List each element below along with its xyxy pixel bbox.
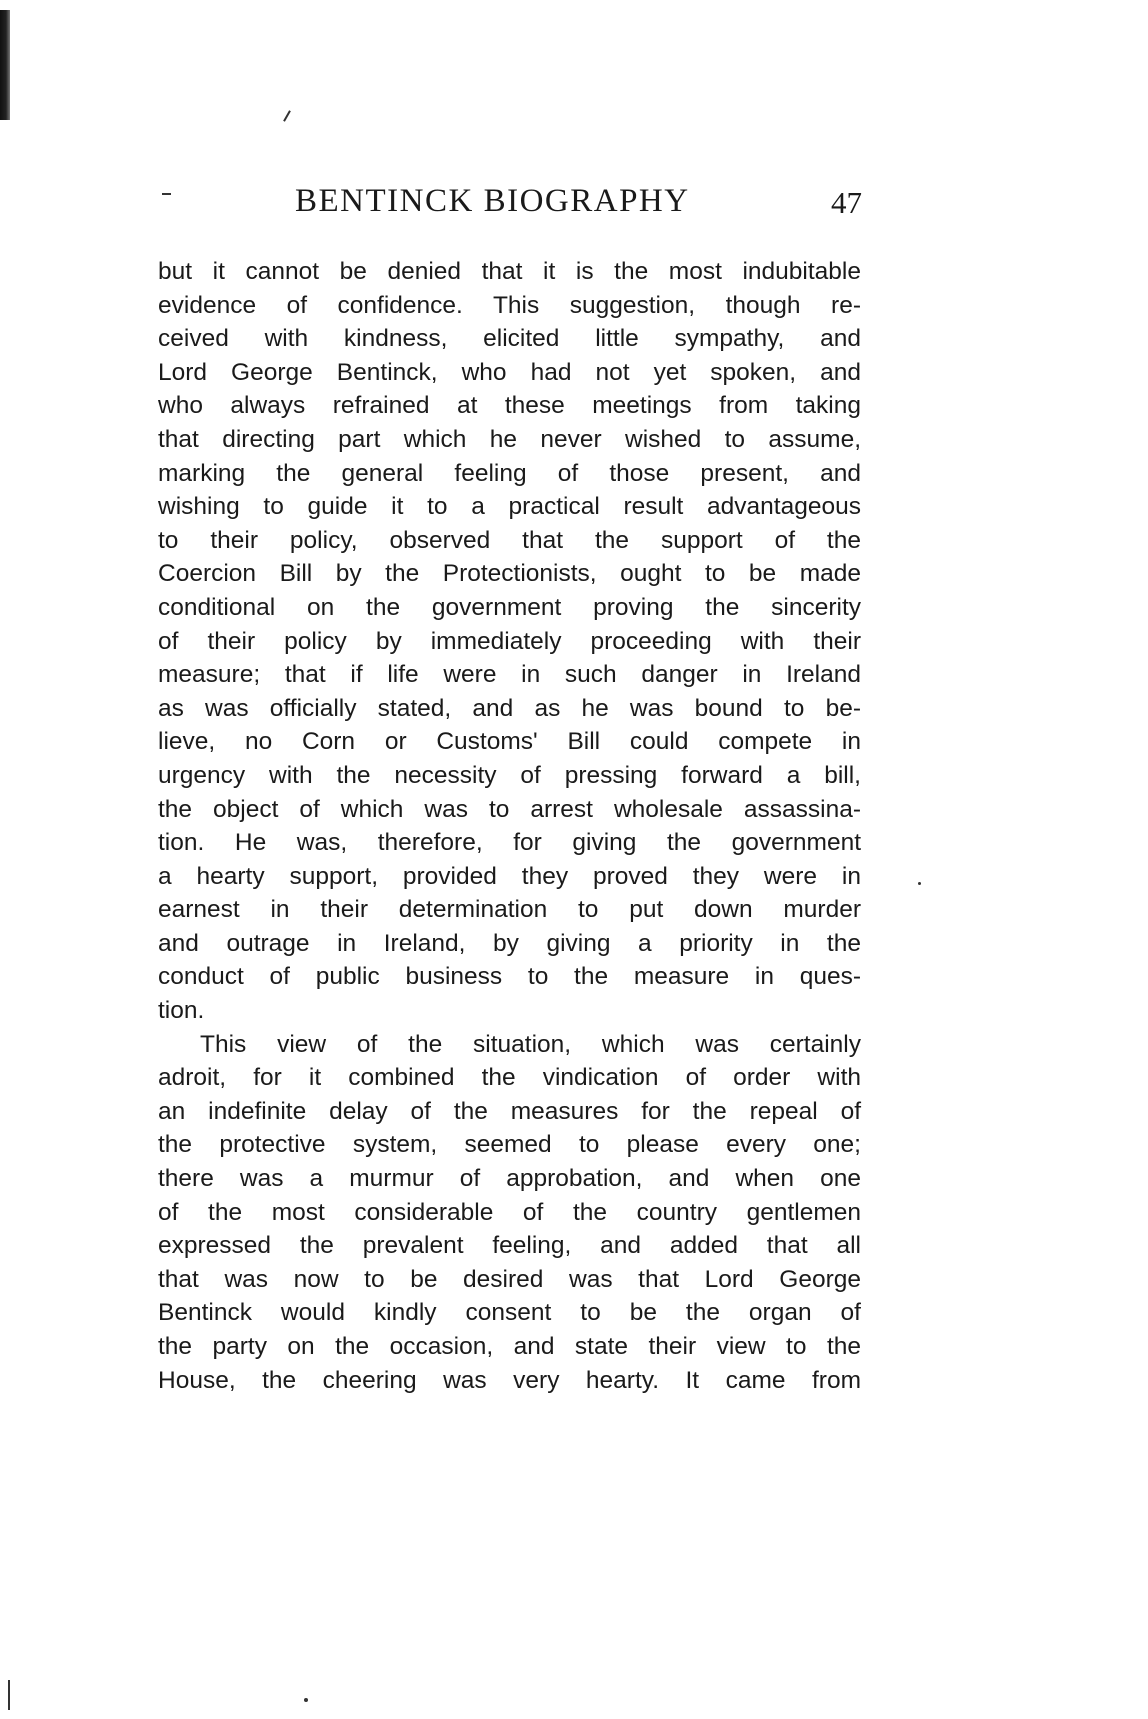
text-line: but it cannot be denied that it is the most indubitable	[158, 258, 861, 285]
text-line: there was a murmur of approbation, and when one	[158, 1165, 861, 1193]
text-line: This view of the situation, which was certainly	[200, 1030, 861, 1058]
text-line: a hearty support, provided they proved they were in	[158, 862, 861, 890]
running-head: BENTINCK BIOGRAPHY	[295, 183, 690, 219]
text-line: earnest in their determination to put down murder	[158, 896, 861, 924]
text-line: House, the cheering was very hearty. It came from	[158, 1366, 861, 1394]
body-text	[158, 255, 861, 1397]
text-line: an indefinite delay of the measures for the repeal of	[158, 1097, 861, 1125]
text-line: the protective system, seemed to please every one;	[158, 1131, 861, 1159]
text-line: that was now to be desired was that Lord George	[158, 1265, 861, 1293]
paragraph	[158, 1028, 861, 1398]
text-line: tion. He was, therefore, for giving the government	[158, 829, 861, 857]
text-line: wishing to guide it to a practical result advantageous	[158, 493, 861, 521]
text-line: Bentinck would kindly consent to be the organ of	[158, 1299, 861, 1327]
stray-mark	[304, 1698, 308, 1702]
text-line: measure; that if life were in such danger in Ireland	[158, 661, 861, 689]
text-line: tion.	[158, 997, 205, 1025]
stray-mark	[283, 110, 291, 121]
text-line: and outrage in Ireland, by giving a priority in the	[158, 929, 861, 957]
stray-mark	[918, 882, 921, 885]
text-line: to their policy, observed that the support of the	[158, 526, 861, 554]
text-line: Lord George Bentinck, who had not yet spoken, and	[158, 358, 861, 386]
text-line: evidence of confidence. This suggestion, though re-	[158, 291, 861, 319]
text-line: conditional on the government proving the sincerity	[158, 593, 861, 621]
text-line: of the most considerable of the country gentlemen	[158, 1198, 861, 1226]
text-line: urgency with the necessity of pressing forward a bill,	[158, 761, 861, 789]
text-line: marking the general feeling of those present, and	[158, 459, 861, 487]
text-line: who always refrained at these meetings from taking	[158, 392, 861, 420]
text-line: expressed the prevalent feeling, and added that all	[158, 1232, 861, 1260]
text-line: lieve, no Corn or Customs' Bill could compete in	[158, 728, 861, 756]
paragraph	[158, 255, 861, 1028]
text-line: conduct of public business to the measure in ques-	[158, 963, 861, 991]
page-header	[157, 183, 862, 233]
page-number: 47	[831, 185, 862, 220]
text-line: Coercion Bill by the Protectionists, ought to be made	[158, 560, 861, 588]
text-line: of their policy by immediately proceeding with their	[158, 627, 861, 655]
text-line: as was officially stated, and as he was bound to be-	[158, 694, 861, 722]
text-line: adroit, for it combined the vindication of order with	[158, 1064, 861, 1092]
scan-edge-shadow	[0, 10, 10, 120]
text-line: that directing part which he never wished to assume,	[158, 425, 861, 453]
text-line: the object of which was to arrest wholesale assassina-	[158, 795, 861, 823]
text-line: the party on the occasion, and state their view to the	[158, 1333, 861, 1360]
stray-mark	[8, 1680, 10, 1710]
text-line: ceived with kindness, elicited little sympathy, and	[158, 325, 861, 353]
